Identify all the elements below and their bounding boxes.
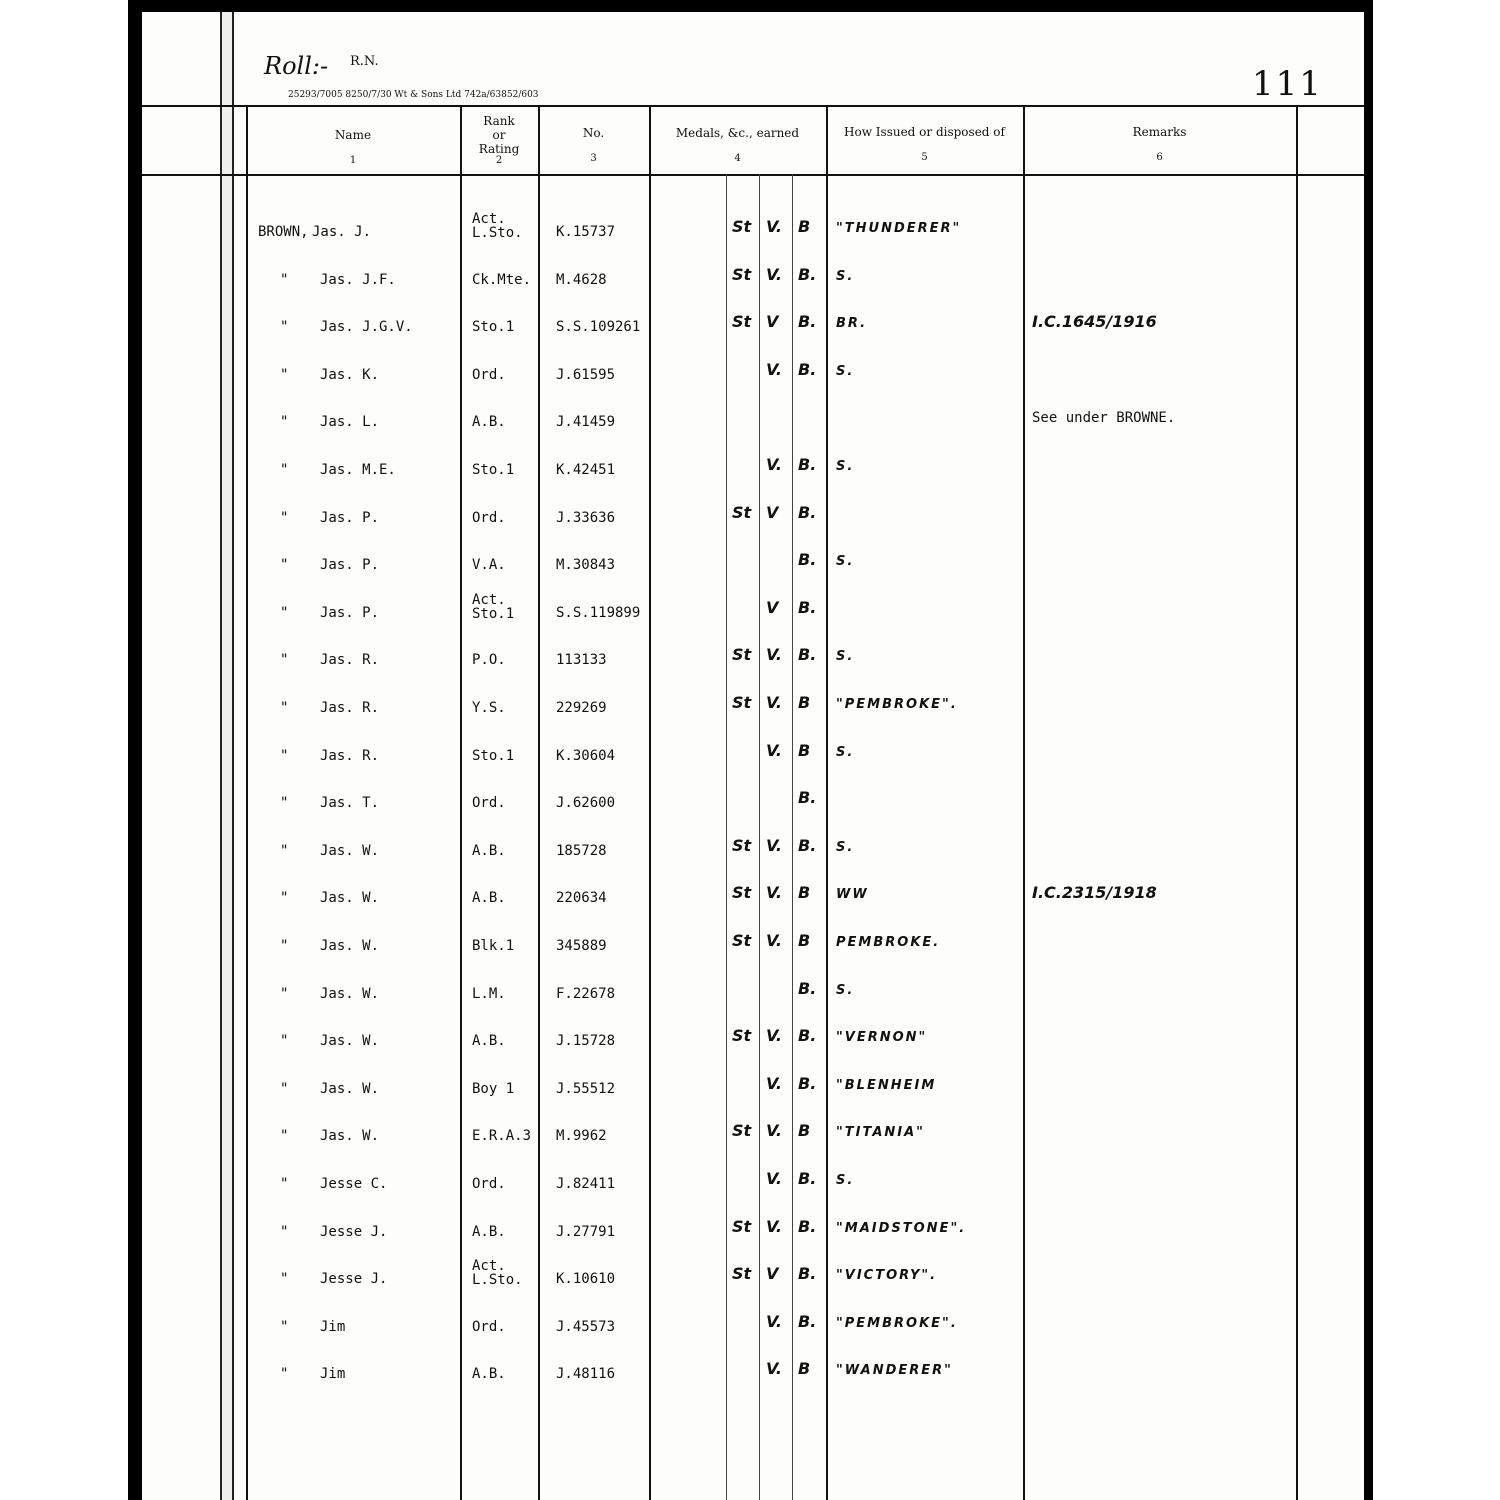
service-number-cell: 220634: [556, 890, 607, 906]
medal-british-mark: B.: [798, 645, 817, 664]
col-num-medals: 4: [734, 153, 741, 164]
roll-label: Roll:-: [264, 52, 329, 80]
rank-cell: A.B.: [472, 843, 506, 859]
remarks-cell: I.C.1645/1916: [1032, 312, 1157, 331]
medal-victory-mark: V.: [766, 360, 782, 379]
surname-cell: ": [280, 605, 289, 621]
given-name-cell: Jas. W.: [320, 1081, 380, 1097]
medal-victory-mark: V: [766, 312, 779, 331]
rank-cell: V.A.: [472, 557, 506, 573]
medal-british-mark: B.: [798, 265, 817, 284]
given-name-cell: Jas. J.: [312, 224, 372, 240]
rank-cell: Ord.: [472, 1176, 506, 1192]
given-name-cell: Jas. R.: [320, 748, 380, 764]
medal-british-mark: B.: [798, 836, 817, 855]
table-row: [142, 1293, 1364, 1339]
service-number-cell: J.27791: [556, 1224, 616, 1240]
col-num-rank: 2: [495, 155, 503, 166]
given-name-cell: Jas. W.: [320, 986, 380, 1002]
table-row: [142, 1007, 1364, 1053]
service-number-cell: S.S.119899: [556, 605, 641, 621]
medal-british-mark: B: [798, 217, 811, 236]
rank-cell: Ck.Mte.: [472, 272, 532, 288]
medal-victory-mark: V.: [766, 693, 782, 712]
medal-british-mark: B: [798, 693, 811, 712]
medal-british-mark: B.: [798, 1074, 817, 1093]
medal-victory-mark: V.: [766, 1169, 782, 1188]
rank-cell: Ord.: [472, 1319, 506, 1335]
service-number-cell: J.45573: [556, 1319, 616, 1335]
table-row: [142, 198, 1364, 244]
rank-cell: Y.S.: [472, 700, 506, 716]
service-number-cell: J.55512: [556, 1081, 616, 1097]
medal-star-mark: St: [732, 1264, 752, 1283]
table-row: [142, 1198, 1364, 1244]
table-row: [142, 960, 1364, 1006]
given-name-cell: Jas. J.F.: [320, 272, 396, 288]
given-name-cell: Jim: [320, 1319, 346, 1335]
surname-cell: ": [280, 414, 289, 430]
medal-british-mark: B.: [798, 312, 817, 331]
rank-cell: E.R.A.3: [472, 1128, 532, 1144]
rank-cell: A.B.: [472, 1033, 506, 1049]
given-name-cell: Jas. P.: [320, 605, 380, 621]
medal-victory-mark: V: [766, 598, 779, 617]
given-name-cell: Jas. L.: [320, 414, 380, 430]
surname-cell: ": [280, 843, 289, 859]
surname-cell: ": [280, 890, 289, 906]
table-row: [142, 1340, 1364, 1386]
rank-cell: Act. Sto.1: [472, 592, 515, 622]
roll-value: R.N.: [350, 54, 379, 69]
issued-cell: S.: [836, 269, 855, 284]
medal-victory-mark: V.: [766, 1121, 782, 1140]
medal-british-mark: B: [798, 931, 811, 950]
rank-cell: A.B.: [472, 890, 506, 906]
given-name-cell: Jas. W.: [320, 843, 380, 859]
service-number-cell: K.15737: [556, 224, 616, 240]
medal-british-mark: B.: [798, 979, 817, 998]
surname-cell: ": [280, 748, 289, 764]
medal-star-mark: St: [732, 1217, 752, 1236]
surname-cell: ": [280, 557, 289, 573]
medal-victory-mark: V.: [766, 836, 782, 855]
medal-star-mark: St: [732, 693, 752, 712]
remarks-cell: See under BROWNE.: [1032, 410, 1176, 426]
medal-star-mark: St: [732, 931, 752, 950]
given-name-cell: Jas. P.: [320, 557, 380, 573]
medal-star-mark: St: [732, 645, 752, 664]
col-head-issued: How Issued or disposed of: [844, 125, 1005, 139]
surname-cell: ": [280, 1224, 289, 1240]
medal-british-mark: B: [798, 741, 811, 760]
medal-victory-mark: V.: [766, 265, 782, 284]
medal-british-mark: B.: [798, 1264, 817, 1283]
rank-cell: Sto.1: [472, 319, 515, 335]
rank-cell: Sto.1: [472, 462, 515, 478]
surname-cell: ": [280, 1176, 289, 1192]
medal-british-mark: B.: [798, 1312, 817, 1331]
issued-cell: S.: [836, 459, 855, 474]
rank-cell: Act. L.Sto.: [472, 1258, 523, 1288]
given-name-cell: Jas. R.: [320, 700, 380, 716]
table-row: [142, 436, 1364, 482]
table-row: [142, 1102, 1364, 1148]
medal-star-mark: St: [732, 265, 752, 284]
service-number-cell: J.48116: [556, 1366, 616, 1382]
service-number-cell: 229269: [556, 700, 607, 716]
given-name-cell: Jas. M.E.: [320, 462, 396, 478]
table-row: [142, 626, 1364, 672]
service-number-cell: M.9962: [556, 1128, 607, 1144]
given-name-cell: Jas. R.: [320, 652, 380, 668]
rank-cell: Ord.: [472, 795, 506, 811]
table-row: [142, 579, 1364, 625]
table-row: [142, 341, 1364, 387]
medal-star-mark: St: [732, 312, 752, 331]
service-number-cell: 113133: [556, 652, 607, 668]
medal-victory-mark: V.: [766, 455, 782, 474]
table-row: [142, 1150, 1364, 1196]
issued-cell: "VICTORY".: [836, 1268, 938, 1283]
col-head-name: Name: [334, 128, 372, 142]
surname-cell: ": [280, 1271, 289, 1287]
given-name-cell: Jas. W.: [320, 890, 380, 906]
service-number-cell: K.30604: [556, 748, 616, 764]
medal-star-mark: St: [732, 836, 752, 855]
issued-cell: S.: [836, 745, 855, 760]
service-number-cell: J.15728: [556, 1033, 616, 1049]
remarks-cell: I.C.2315/1918: [1032, 883, 1157, 902]
issued-cell: "TITANIA": [836, 1125, 925, 1140]
medal-victory-mark: V.: [766, 1359, 782, 1378]
service-number-cell: J.62600: [556, 795, 616, 811]
table-row: [142, 1055, 1364, 1101]
medal-british-mark: B: [798, 1359, 811, 1378]
issued-cell: "MAIDSTONE".: [836, 1221, 967, 1236]
medal-victory-mark: V.: [766, 741, 782, 760]
table-row: [142, 864, 1364, 910]
service-number-cell: J.41459: [556, 414, 616, 430]
given-name-cell: Jas. W.: [320, 938, 380, 954]
col-num-number: 3: [590, 153, 597, 164]
service-number-cell: K.10610: [556, 1271, 616, 1287]
service-number-cell: 185728: [556, 843, 607, 859]
issued-cell: "PEMBROKE".: [836, 697, 958, 712]
surname-cell: ": [280, 986, 289, 1002]
header-top-rule: [142, 105, 1364, 107]
surname-cell: ": [280, 1033, 289, 1049]
medal-british-mark: B.: [798, 360, 817, 379]
given-name-cell: Jim: [320, 1366, 346, 1382]
col-num-issued: 5: [921, 152, 928, 163]
col-head-number: No.: [582, 126, 605, 140]
table-row: [142, 484, 1364, 530]
issued-cell: S.: [836, 649, 855, 664]
surname-cell: ": [280, 1319, 289, 1335]
surname-cell: ": [280, 652, 289, 668]
surname-cell: ": [280, 1366, 289, 1382]
issued-cell: S.: [836, 554, 855, 569]
rank-cell: P.O.: [472, 652, 506, 668]
table-row: [142, 817, 1364, 863]
medal-star-mark: St: [732, 1121, 752, 1140]
medal-star-mark: St: [732, 503, 752, 522]
issued-cell: "BLENHEIM: [836, 1078, 937, 1093]
issued-cell: "VERNON": [836, 1030, 928, 1045]
col-head-remarks: Remarks: [1132, 125, 1187, 139]
medal-victory-mark: V.: [766, 1312, 782, 1331]
table-row: [142, 293, 1364, 339]
medal-british-mark: B.: [798, 598, 817, 617]
table-row: [142, 531, 1364, 577]
table-row: [142, 246, 1364, 292]
rank-cell: Act. L.Sto.: [472, 211, 523, 241]
medal-british-mark: B: [798, 883, 811, 902]
given-name-cell: Jas. T.: [320, 795, 380, 811]
printer-imprint: 25293/7005 8250/7/30 Wt & Sons Ltd 742a/63852/603: [288, 90, 539, 100]
scanned-page: [128, 0, 1373, 1500]
service-number-cell: K.42451: [556, 462, 616, 478]
issued-cell: S.: [836, 364, 855, 379]
surname-cell: ": [280, 272, 289, 288]
issued-cell: PEMBROKE.: [836, 935, 941, 950]
issued-cell: BR.: [836, 316, 868, 331]
rank-cell: L.M.: [472, 986, 506, 1002]
medal-british-mark: B.: [798, 455, 817, 474]
medal-victory-mark: V.: [766, 645, 782, 664]
rank-cell: A.B.: [472, 1366, 506, 1382]
col-head-rank: Rank or Rating: [478, 114, 520, 156]
rank-cell: Blk.1: [472, 938, 515, 954]
table-row: [142, 674, 1364, 720]
rank-cell: Sto.1: [472, 748, 515, 764]
medal-british-mark: B.: [798, 1217, 817, 1236]
rank-cell: Ord.: [472, 510, 506, 526]
given-name-cell: Jas. K.: [320, 367, 380, 383]
issued-cell: S.: [836, 840, 855, 855]
rank-cell: A.B.: [472, 1224, 506, 1240]
service-number-cell: S.S.109261: [556, 319, 641, 335]
surname-cell: ": [280, 938, 289, 954]
given-name-cell: Jas. W.: [320, 1128, 380, 1144]
col-num-name: 1: [349, 155, 357, 166]
medal-british-mark: B.: [798, 503, 817, 522]
surname-cell: ": [280, 367, 289, 383]
given-name-cell: Jesse J.: [320, 1271, 388, 1287]
service-number-cell: F.22678: [556, 986, 616, 1002]
medal-victory-mark: V: [766, 1264, 779, 1283]
medal-british-mark: B.: [798, 1169, 817, 1188]
given-name-cell: Jesse J.: [320, 1224, 388, 1240]
table-row: [142, 1245, 1364, 1291]
medal-victory-mark: V.: [766, 883, 782, 902]
issued-cell: "THUNDERER": [836, 221, 962, 236]
surname-cell: ": [280, 795, 289, 811]
surname-cell: ": [280, 510, 289, 526]
issued-cell: S.: [836, 1173, 855, 1188]
rank-cell: A.B.: [472, 414, 506, 430]
surname-cell: ": [280, 1081, 289, 1097]
table-row: [142, 388, 1364, 434]
col-head-medals: Medals, &c., earned: [675, 126, 800, 140]
medal-victory-mark: V: [766, 503, 779, 522]
service-number-cell: M.30843: [556, 557, 616, 573]
rank-cell: Ord.: [472, 367, 506, 383]
medal-victory-mark: V.: [766, 931, 782, 950]
service-number-cell: J.61595: [556, 367, 616, 383]
table-row: [142, 912, 1364, 958]
surname-cell: ": [280, 700, 289, 716]
service-number-cell: M.4628: [556, 272, 607, 288]
service-number-cell: J.82411: [556, 1176, 616, 1192]
surname-cell: ": [280, 462, 289, 478]
given-name-cell: Jas. W.: [320, 1033, 380, 1049]
given-name-cell: Jesse C.: [320, 1176, 388, 1192]
medal-star-mark: St: [732, 217, 752, 236]
issued-cell: "PEMBROKE".: [836, 1316, 958, 1331]
medal-british-mark: B.: [798, 1026, 817, 1045]
medal-victory-mark: V.: [766, 1217, 782, 1236]
surname-cell: ": [280, 319, 289, 335]
register-sheet: [142, 12, 1364, 1500]
medal-british-mark: B.: [798, 550, 817, 569]
given-name-cell: Jas. P.: [320, 510, 380, 526]
medal-victory-mark: V.: [766, 1074, 782, 1093]
medal-british-mark: B.: [798, 788, 817, 807]
issued-cell: "WANDERER": [836, 1363, 953, 1378]
col-num-remarks: 6: [1156, 152, 1163, 163]
medal-star-mark: St: [732, 883, 752, 902]
medal-british-mark: B: [798, 1121, 811, 1140]
surname-cell: ": [280, 1128, 289, 1144]
given-name-cell: Jas. J.G.V.: [320, 319, 413, 335]
issued-cell: WW: [836, 887, 869, 902]
medal-victory-mark: V.: [766, 1026, 782, 1045]
medal-star-mark: St: [732, 1026, 752, 1045]
service-number-cell: J.33636: [556, 510, 616, 526]
issued-cell: S.: [836, 983, 855, 998]
table-row: [142, 769, 1364, 815]
service-number-cell: 345889: [556, 938, 607, 954]
medal-victory-mark: V.: [766, 217, 782, 236]
surname-cell: BROWN,: [258, 224, 309, 240]
header-bottom-rule: [142, 174, 1364, 176]
page-number: 111: [1252, 64, 1323, 104]
rank-cell: Boy 1: [472, 1081, 515, 1097]
table-row: [142, 722, 1364, 768]
